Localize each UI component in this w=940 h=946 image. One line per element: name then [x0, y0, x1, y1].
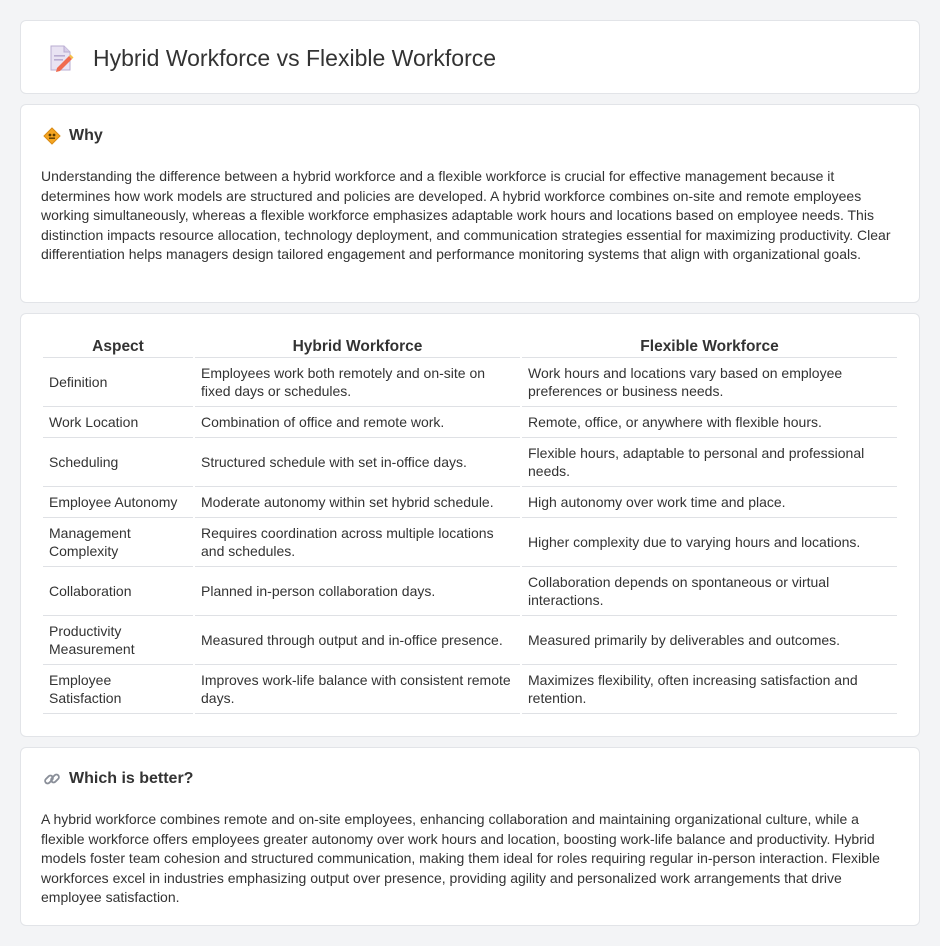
why-text: Understanding the difference between a hybrid workforce and a flexible workforce is crucial for effective management because it determines how work models are structured and policies are developed. A hybrid workforce combines on-site and remote employees working simultaneously, whereas a flexible workforce emphasizes adaptable work hours and locations based on employee needs. This distinction impacts resource allocation, technology deployment, and communication strategies essential for maximizing productivity. Clear differentiation helps managers design tailored engagement and performance monitoring systems that align with organizational goals. [41, 168, 891, 263]
aspect-cell: Work Location [43, 407, 193, 438]
flexible-cell: High autonomy over work time and place. [522, 487, 897, 518]
diamond-sign-icon [43, 127, 61, 145]
table-row [43, 407, 897, 438]
better-title: Which is better? [69, 770, 194, 787]
aspect-cell: Employee Satisfaction [43, 665, 193, 714]
hybrid-cell: Structured schedule with set in-office days. [195, 438, 520, 487]
table-header-row [43, 336, 897, 358]
hybrid-cell: Requires coordination across multiple locations and schedules. [195, 518, 520, 567]
aspect-cell: Productivity Measurement [43, 616, 193, 665]
table-row [43, 665, 897, 714]
comparison-table [41, 336, 899, 714]
aspect-cell: Management Complexity [43, 518, 193, 567]
table-row [43, 487, 897, 518]
hybrid-cell: Planned in-person collaboration days. [195, 567, 520, 616]
why-header [43, 127, 103, 145]
document-pencil-icon [45, 43, 75, 73]
header-aspect: Aspect [43, 336, 193, 358]
flexible-cell: Measured primarily by deliverables and outcomes. [522, 616, 897, 665]
link-icon [43, 770, 61, 788]
flexible-cell: Maximizes flexibility, often increasing satisfaction and retention. [522, 665, 897, 714]
aspect-cell: Employee Autonomy [43, 487, 193, 518]
table-row [43, 567, 897, 616]
title-card [20, 20, 920, 94]
which-is-better-section [20, 747, 920, 926]
header-hybrid-workforce: Hybrid Workforce [195, 336, 520, 358]
header-flexible-workforce: Flexible Workforce [522, 336, 897, 358]
hybrid-cell: Combination of office and remote work. [195, 407, 520, 438]
flexible-cell: Work hours and locations vary based on employee preferences or business needs. [522, 358, 897, 407]
hybrid-cell: Measured through output and in-office presence. [195, 616, 520, 665]
hybrid-cell: Moderate autonomy within set hybrid schedule. [195, 487, 520, 518]
flexible-cell: Collaboration depends on spontaneous or virtual interactions. [522, 567, 897, 616]
why-title: Why [69, 127, 103, 144]
table-row [43, 616, 897, 665]
flexible-cell: Flexible hours, adaptable to personal and professional needs. [522, 438, 897, 487]
table-row [43, 518, 897, 567]
better-header [43, 770, 193, 788]
table-row [43, 438, 897, 487]
hybrid-cell: Improves work-life balance with consistent remote days. [195, 665, 520, 714]
aspect-cell: Definition [43, 358, 193, 407]
aspect-cell: Collaboration [43, 567, 193, 616]
flexible-cell: Higher complexity due to varying hours and locations. [522, 518, 897, 567]
page-title: Hybrid Workforce vs Flexible Workforce [93, 44, 497, 71]
title-row [45, 43, 496, 73]
why-section [20, 104, 920, 303]
better-text: A hybrid workforce combines remote and on-site employees, enhancing collaboration and maintaining organizational culture, while a flexible workforce offers employees greater autonomy over work hours and location, boosting work-life balance and productivity. Hybrid models foster team cohesion and structured communication, making them ideal for roles requiring regular in-person interaction. Flexible workforces excel in industries emphasizing output over presence, providing agility and personalized work arrangements that drive employee satisfaction. [41, 811, 880, 906]
hybrid-cell: Employees work both remotely and on-site on fixed days or schedules. [195, 358, 520, 407]
comparison-section [20, 313, 920, 737]
aspect-cell: Scheduling [43, 438, 193, 487]
flexible-cell: Remote, office, or anywhere with flexible hours. [522, 407, 897, 438]
table-row [43, 358, 897, 407]
